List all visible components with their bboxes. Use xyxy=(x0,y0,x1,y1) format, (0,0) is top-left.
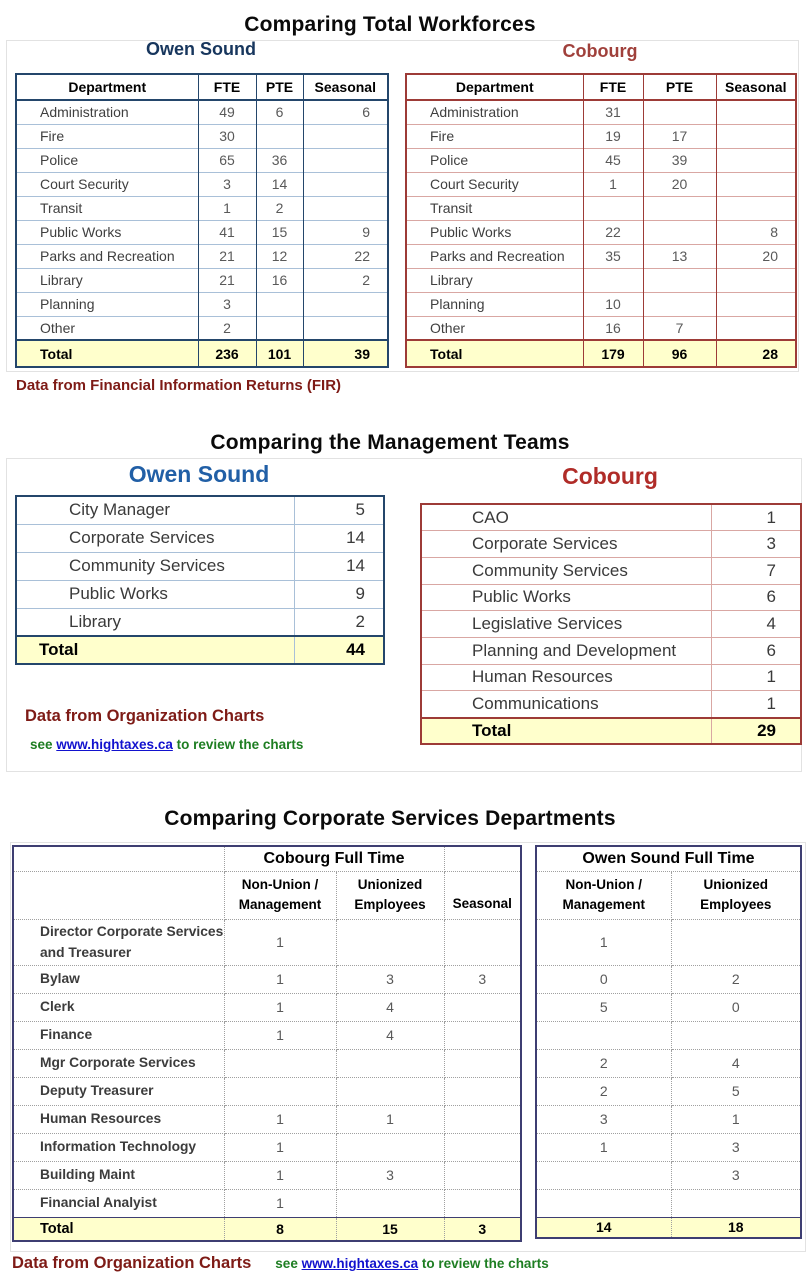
subheader-row xyxy=(536,871,801,919)
table-row xyxy=(536,1133,801,1161)
table-row xyxy=(16,148,388,172)
table-row xyxy=(13,1133,521,1161)
table-cell: Administration xyxy=(406,100,583,124)
see-charts-line xyxy=(30,737,303,752)
table-cell: 1 xyxy=(536,1133,671,1161)
table-cell: 6 xyxy=(303,100,388,124)
table-cell xyxy=(256,316,303,340)
table-row xyxy=(16,268,388,292)
table-row xyxy=(16,172,388,196)
table-cell: 18 xyxy=(671,1217,801,1238)
table-cell xyxy=(716,268,796,292)
cobourg-management-table xyxy=(420,503,802,745)
total-row xyxy=(13,1217,521,1241)
table-cell: Police xyxy=(16,148,198,172)
table-cell: 2 xyxy=(536,1049,671,1077)
table-cell: 20 xyxy=(716,244,796,268)
table-row xyxy=(536,1161,801,1189)
table-cell: 3 xyxy=(444,965,521,993)
table-cell: 5 xyxy=(294,496,384,524)
table-cell xyxy=(643,100,716,124)
table-row xyxy=(16,196,388,220)
owen-sound-full-time-header: Owen Sound Full Time xyxy=(536,846,801,871)
table-cell: Other xyxy=(16,316,198,340)
table-cell xyxy=(716,316,796,340)
table-cell: 3 xyxy=(198,292,256,316)
fir-footnote: Data from Financial Information Returns (FIR) xyxy=(16,377,342,394)
column-header: Department xyxy=(16,74,198,100)
cobourg-workforce-label: Cobourg xyxy=(562,41,638,61)
table-cell: 1 xyxy=(224,919,336,965)
table-cell xyxy=(671,919,801,965)
table-cell xyxy=(671,1021,801,1049)
cobourg-corporate-table xyxy=(12,845,522,1242)
table-cell xyxy=(303,292,388,316)
table-cell xyxy=(336,1049,444,1077)
table-cell xyxy=(716,100,796,124)
owen-sound-corporate-table xyxy=(535,845,802,1239)
table-cell: 22 xyxy=(303,244,388,268)
table-cell: Planning xyxy=(406,292,583,316)
table-row xyxy=(421,611,801,638)
table-cell: Other xyxy=(406,316,583,340)
table-cell xyxy=(716,172,796,196)
table-cell xyxy=(444,1077,521,1105)
table-cell: 29 xyxy=(711,718,801,745)
table-cell: 1 xyxy=(224,993,336,1021)
table-cell: Police xyxy=(406,148,583,172)
table-cell xyxy=(444,919,521,965)
table-cell xyxy=(716,196,796,220)
seasonal-header: Seasonal xyxy=(444,871,521,919)
table-cell xyxy=(643,196,716,220)
table-cell xyxy=(536,1021,671,1049)
table-row xyxy=(13,993,521,1021)
table-row xyxy=(16,292,388,316)
table-cell: 14 xyxy=(294,524,384,552)
table-cell: 1 xyxy=(224,1133,336,1161)
table-cell: 45 xyxy=(583,148,643,172)
see-suffix: to review the charts xyxy=(421,1256,549,1271)
table-cell: 7 xyxy=(711,557,801,584)
table-row xyxy=(406,244,796,268)
column-header: PTE xyxy=(643,74,716,100)
table-cell: 3 xyxy=(444,1217,521,1241)
table-cell xyxy=(583,196,643,220)
table-cell: Fire xyxy=(406,124,583,148)
table-cell: 49 xyxy=(198,100,256,124)
table-row xyxy=(536,1049,801,1077)
total-row xyxy=(536,1217,801,1238)
table-row xyxy=(16,524,384,552)
group-header-row xyxy=(536,846,801,871)
total-row xyxy=(16,340,388,367)
table-cell: City Manager xyxy=(16,496,294,524)
non-union-management-header: Non-Union / Management xyxy=(536,871,671,919)
table-cell: Library xyxy=(406,268,583,292)
table-cell: Legislative Services xyxy=(421,611,711,638)
see-prefix: see xyxy=(275,1256,298,1271)
org-charts-footnote: Data from Organization Charts xyxy=(25,707,265,725)
table-cell xyxy=(256,124,303,148)
table-cell: 65 xyxy=(198,148,256,172)
table-cell xyxy=(444,1021,521,1049)
table-cell: Public Works xyxy=(406,220,583,244)
table-cell: Total xyxy=(16,340,198,367)
hightaxes-link[interactable]: www.hightaxes.ca xyxy=(56,737,173,752)
table-cell: 5 xyxy=(671,1077,801,1105)
table-row xyxy=(16,496,384,524)
table-row xyxy=(536,993,801,1021)
table-cell: 1 xyxy=(583,172,643,196)
table-cell: 14 xyxy=(294,552,384,580)
table-row xyxy=(536,965,801,993)
table-cell: 5 xyxy=(536,993,671,1021)
table-cell: 1 xyxy=(224,1189,336,1217)
cobourg-management-label: Cobourg xyxy=(562,463,658,489)
table-cell: Total xyxy=(421,718,711,745)
table-row xyxy=(536,1021,801,1049)
table-cell: 21 xyxy=(198,268,256,292)
table-cell: 1 xyxy=(671,1105,801,1133)
table-row xyxy=(16,100,388,124)
table-cell xyxy=(303,124,388,148)
owen-sound-management-table xyxy=(15,495,385,665)
table-cell: Total xyxy=(406,340,583,367)
table-cell: 30 xyxy=(198,124,256,148)
table-cell: CAO xyxy=(421,504,711,531)
table-cell xyxy=(716,292,796,316)
table-cell: 4 xyxy=(336,1021,444,1049)
org-charts-footnote: Data from Organization Charts xyxy=(12,1254,252,1272)
table-cell: 3 xyxy=(671,1161,801,1189)
table-cell: Fire xyxy=(16,124,198,148)
table-cell: 12 xyxy=(256,244,303,268)
table-row xyxy=(406,124,796,148)
table-cell: Court Security xyxy=(406,172,583,196)
table-row xyxy=(406,268,796,292)
table-row xyxy=(421,664,801,691)
table-cell: 7 xyxy=(643,316,716,340)
column-header: FTE xyxy=(583,74,643,100)
column-header: FTE xyxy=(198,74,256,100)
table-cell: 2 xyxy=(256,196,303,220)
table-cell: 1 xyxy=(711,664,801,691)
table-cell: Library xyxy=(16,608,294,636)
table-cell: 3 xyxy=(336,1161,444,1189)
table-cell: 1 xyxy=(711,504,801,531)
blank-header-cell xyxy=(444,846,521,871)
workforce-section-title: Comparing Total Workforces xyxy=(244,13,536,36)
table-cell: Deputy Treasurer xyxy=(13,1077,224,1105)
table-cell: 31 xyxy=(583,100,643,124)
table-row xyxy=(16,244,388,268)
table-row xyxy=(16,608,384,636)
table-row xyxy=(13,1077,521,1105)
table-cell: Human Resources xyxy=(421,664,711,691)
owen-sound-management-label: Owen Sound xyxy=(128,461,270,487)
cobourg-full-time-header: Cobourg Full Time xyxy=(224,846,444,871)
table-cell xyxy=(336,1189,444,1217)
table-cell xyxy=(536,1189,671,1217)
table-cell xyxy=(303,172,388,196)
table-cell: 3 xyxy=(336,965,444,993)
table-row xyxy=(421,504,801,531)
table-cell: 13 xyxy=(643,244,716,268)
table-row xyxy=(536,1077,801,1105)
column-header: Department xyxy=(406,74,583,100)
table-cell: 35 xyxy=(583,244,643,268)
blank-header-cell xyxy=(13,871,224,919)
table-cell: Planning xyxy=(16,292,198,316)
table-row xyxy=(13,965,521,993)
see-prefix: see xyxy=(30,737,53,752)
table-cell: Human Resources xyxy=(13,1105,224,1133)
table-row xyxy=(16,552,384,580)
table-row xyxy=(16,316,388,340)
blank-header-cell xyxy=(13,846,224,871)
corporate-section-title: Comparing Corporate Services Departments xyxy=(164,807,616,830)
table-cell: Transit xyxy=(16,196,198,220)
table-cell: 22 xyxy=(583,220,643,244)
table-cell: Total xyxy=(16,636,294,664)
table-cell: 3 xyxy=(711,531,801,558)
table-cell xyxy=(224,1077,336,1105)
table-cell xyxy=(336,1133,444,1161)
table-cell: 3 xyxy=(671,1133,801,1161)
table-cell: 4 xyxy=(711,611,801,638)
table-cell: Parks and Recreation xyxy=(16,244,198,268)
table-cell: 1 xyxy=(198,196,256,220)
table-cell: Public Works xyxy=(16,220,198,244)
table-cell: 1 xyxy=(536,919,671,965)
see-suffix: to review the charts xyxy=(176,737,304,752)
table-row xyxy=(16,220,388,244)
table-cell: 14 xyxy=(536,1217,671,1238)
table-cell: Public Works xyxy=(16,580,294,608)
table-row xyxy=(406,292,796,316)
table-cell: Transit xyxy=(406,196,583,220)
table-cell: 36 xyxy=(256,148,303,172)
table-cell: 2 xyxy=(536,1077,671,1105)
table-cell: Public Works xyxy=(421,584,711,611)
table-cell: 1 xyxy=(224,1161,336,1189)
table-cell: 16 xyxy=(256,268,303,292)
hightaxes-link[interactable]: www.hightaxes.ca xyxy=(301,1256,419,1271)
table-cell xyxy=(444,1189,521,1217)
unionized-employees-header: Unionized Employees xyxy=(336,871,444,919)
table-row xyxy=(406,148,796,172)
table-row xyxy=(421,531,801,558)
table-cell: Community Services xyxy=(16,552,294,580)
column-header: Seasonal xyxy=(303,74,388,100)
table-cell: 15 xyxy=(256,220,303,244)
table-row xyxy=(536,1105,801,1133)
table-row xyxy=(13,1105,521,1133)
table-cell: 10 xyxy=(583,292,643,316)
table-cell: Total xyxy=(13,1217,224,1241)
table-cell xyxy=(643,220,716,244)
table-cell: 16 xyxy=(583,316,643,340)
table-cell: 101 xyxy=(256,340,303,367)
table-cell: 19 xyxy=(583,124,643,148)
table-cell: 39 xyxy=(643,148,716,172)
table-cell: 20 xyxy=(643,172,716,196)
header-row xyxy=(16,74,388,100)
table-row xyxy=(421,584,801,611)
table-row xyxy=(13,1021,521,1049)
table-row xyxy=(406,196,796,220)
table-row xyxy=(406,220,796,244)
total-row xyxy=(406,340,796,367)
table-cell: 0 xyxy=(671,993,801,1021)
table-cell: Financial Analyist xyxy=(13,1189,224,1217)
unionized-employees-header: Unionized Employees xyxy=(671,871,801,919)
table-cell xyxy=(303,148,388,172)
table-cell: Communications xyxy=(421,691,711,718)
table-cell: 41 xyxy=(198,220,256,244)
table-cell: Finance xyxy=(13,1021,224,1049)
table-cell: 6 xyxy=(256,100,303,124)
owen-sound-workforce-label: Owen Sound xyxy=(146,39,256,59)
table-cell xyxy=(716,124,796,148)
table-cell: 21 xyxy=(198,244,256,268)
column-header: Seasonal xyxy=(716,74,796,100)
table-row xyxy=(421,637,801,664)
table-cell: Building Maint xyxy=(13,1161,224,1189)
table-cell: 1 xyxy=(711,691,801,718)
table-cell: Parks and Recreation xyxy=(406,244,583,268)
table-cell xyxy=(303,316,388,340)
table-cell: 2 xyxy=(294,608,384,636)
table-cell xyxy=(536,1161,671,1189)
table-row xyxy=(16,580,384,608)
table-cell: 17 xyxy=(643,124,716,148)
table-cell xyxy=(256,292,303,316)
table-cell: 44 xyxy=(294,636,384,664)
table-cell: Corporate Services xyxy=(421,531,711,558)
table-row xyxy=(16,124,388,148)
table-cell: 15 xyxy=(336,1217,444,1241)
table-cell: 9 xyxy=(303,220,388,244)
table-row xyxy=(406,100,796,124)
table-cell: Administration xyxy=(16,100,198,124)
see-charts-line xyxy=(275,1256,548,1271)
table-row xyxy=(13,1049,521,1077)
table-cell xyxy=(716,148,796,172)
table-cell: 14 xyxy=(256,172,303,196)
table-cell: Director Corporate Services and Treasurer xyxy=(13,919,224,965)
table-row xyxy=(13,919,521,965)
subheader-row xyxy=(13,871,521,919)
owen-sound-workforce-table xyxy=(15,73,389,368)
table-cell: 236 xyxy=(198,340,256,367)
group-header-row xyxy=(13,846,521,871)
table-cell: Information Technology xyxy=(13,1133,224,1161)
table-row xyxy=(13,1161,521,1189)
table-row xyxy=(536,1189,801,1217)
table-cell: 4 xyxy=(671,1049,801,1077)
total-row xyxy=(16,636,384,664)
table-cell: 9 xyxy=(294,580,384,608)
cobourg-workforce-table xyxy=(405,73,797,368)
table-cell: 6 xyxy=(711,584,801,611)
table-cell: Planning and Development xyxy=(421,637,711,664)
table-cell xyxy=(444,1105,521,1133)
management-section-title: Comparing the Management Teams xyxy=(210,431,570,454)
column-header: PTE xyxy=(256,74,303,100)
table-cell xyxy=(303,196,388,220)
table-cell: Clerk xyxy=(13,993,224,1021)
table-cell: 8 xyxy=(224,1217,336,1241)
table-cell: 2 xyxy=(303,268,388,292)
table-cell xyxy=(336,1077,444,1105)
table-cell: 1 xyxy=(224,1021,336,1049)
table-cell: 1 xyxy=(224,965,336,993)
table-cell: 1 xyxy=(224,1105,336,1133)
table-row xyxy=(406,316,796,340)
table-cell xyxy=(444,1049,521,1077)
table-cell: Mgr Corporate Services xyxy=(13,1049,224,1077)
table-cell xyxy=(583,268,643,292)
table-cell: 4 xyxy=(336,993,444,1021)
table-cell: Corporate Services xyxy=(16,524,294,552)
table-cell: 3 xyxy=(536,1105,671,1133)
table-cell xyxy=(336,919,444,965)
table-cell: 2 xyxy=(198,316,256,340)
table-cell: 96 xyxy=(643,340,716,367)
table-cell: 179 xyxy=(583,340,643,367)
table-row xyxy=(13,1189,521,1217)
table-cell xyxy=(643,268,716,292)
table-cell xyxy=(224,1049,336,1077)
table-row xyxy=(421,557,801,584)
table-cell: Community Services xyxy=(421,557,711,584)
table-cell: Bylaw xyxy=(13,965,224,993)
table-row xyxy=(406,172,796,196)
table-cell xyxy=(643,292,716,316)
table-cell: 6 xyxy=(711,637,801,664)
table-cell: 1 xyxy=(336,1105,444,1133)
table-row xyxy=(421,691,801,718)
table-cell xyxy=(444,1161,521,1189)
table-cell: 8 xyxy=(716,220,796,244)
table-cell xyxy=(444,993,521,1021)
total-row xyxy=(421,718,801,745)
table-cell: 3 xyxy=(198,172,256,196)
table-cell xyxy=(444,1133,521,1161)
table-cell: 2 xyxy=(671,965,801,993)
table-cell xyxy=(671,1189,801,1217)
table-cell: 39 xyxy=(303,340,388,367)
table-cell: 0 xyxy=(536,965,671,993)
header-row xyxy=(406,74,796,100)
non-union-management-header: Non-Union / Management xyxy=(224,871,336,919)
table-row xyxy=(536,919,801,965)
table-cell: Library xyxy=(16,268,198,292)
table-cell: 28 xyxy=(716,340,796,367)
table-cell: Court Security xyxy=(16,172,198,196)
corporate-footer xyxy=(12,1254,549,1273)
